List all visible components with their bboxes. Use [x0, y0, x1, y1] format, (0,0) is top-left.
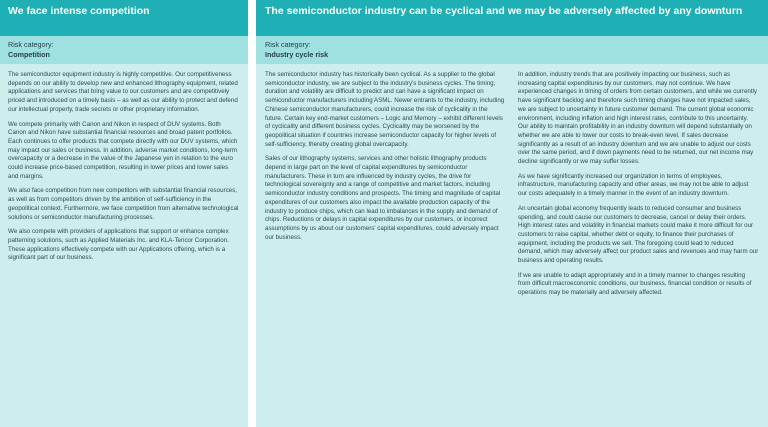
competition-panel: [0, 0, 248, 427]
body-paragraph: An uncertain global economy frequently leads to reduced consumer and business spending, and could cause our customers to decrease, cancel or delay their orders. High interest rates and volatility in financial markets could make it more difficult for our customers to raise capital, whether debt or equity, to finance their purchases of equipment, including the products we sell. The foregoing could lead to reduced demand, which may adversely affect our product sales and revenues and may harm our business and operating results.: [518, 204, 759, 265]
body-paragraph: In addition, industry trends that are positively impacting our business, such as increasing capital expenditures by our customers, may not continue. We have experienced changes in timing of orders from certain customers, and while we currently have significant backlog and therefore such timing changes have not impacted sales, we are subject to uncertainty in future customer demand. The current global economic environment, including inflation and high interest rates, contribute to this uncertainty. Our ability to maintain profitability in an industry downturn will depend substantially on whether we are able to lower our costs to break-even level. If sales decrease significantly as a result of an industry downturn and we are unable to adjust our costs over the same period, and if down payments need to be returned, our net income may decline significantly or we may suffer losses.: [518, 71, 758, 166]
panel-body-columns: [256, 64, 768, 304]
body-paragraph: As we have significantly increased our organization in terms of employees, infrastructure, manufacturing capacity and other areas, we may not be able to adjust our costs adequately in a timely manner in the event of an industry downturn.: [518, 172, 749, 198]
panel-title: We face intense competition: [0, 0, 248, 36]
body-paragraph: The semiconductor equipment industry is highly competitive. Our competitiveness depends on our ability to develop new and enhanced lithography equipment, related applications and services that bring value to our customers and are competitively priced and introduced on a timely basis – as well as our ability to protect and defend our intellectual property, trade secrets or other proprietary information.: [8, 71, 238, 113]
panel-title: The semiconductor industry can be cyclical and we may be adversely affected by any downturn: [256, 0, 768, 36]
body-paragraph: We compete primarily with Canon and Nikon in respect of DUV systems. Both Canon and Nikon have substantial financial resources and broad patent portfolios. Each continues to offer products that compete directly with our DUV systems, which may impact our sales or business. In addition, adverse market conditions, long-term overcapacity or a decrease in the value of the Japanese yen in relation to the euro could increase price-based competition, resulting in lower prices and lower sales and margins.: [8, 120, 238, 180]
text-column-1: [265, 71, 506, 304]
risk-category-value: Industry cycle risk: [265, 50, 329, 59]
body-paragraph: We also compete with providers of applications that support or enhance complex patterning solutions, such as Applied Materials Inc. and KLA-Tencor Corporation. These applications effectively compete with our Applications offering, which is a significant part of our business.: [8, 228, 229, 262]
risk-category-box: [256, 36, 768, 64]
industry-cycle-panel: [256, 0, 768, 427]
body-paragraph: We also face competition from new competitors with substantial financial resources, as well as from competitors driven by the ambition of self-sufficiency in the geopolitical context. Furthermore, we face competition from alternative technological solutions or semiconductor manufacturing processes.: [8, 187, 239, 221]
risk-category-box: [0, 36, 248, 64]
risk-category-label: Risk category:: [265, 40, 311, 49]
text-column-2: [518, 71, 759, 304]
body-paragraph: Sales of our lithography systems, services and other holistic lithography products depend in large part on the level of capital expenditures by semiconductor manufacturers. These in turn are influenced by industry cycles, the drive for technological sovereignty and a range of competitive and market factors, including semiconductor industry conditions and prospects. The timing and magnitude of capital expenditures of our customers also impact the available production capacity of the industry to produce chips, which can lead to imbalances in the supply and demand of chips. Reductions or delays in capital expenditures by our customers, or incorrect assumptions by us about our customers' capital expenditures, could adversely impact our business.: [265, 155, 501, 241]
body-paragraph: If we are unable to adapt appropriately and in a timely manner to changes resulting from difficult macroeconomic conditions, our business, financial condition or results of operations may be materially and adversely affected.: [518, 271, 752, 297]
risk-category-label: Risk category:: [8, 40, 54, 49]
risk-category-value: Competition: [8, 50, 50, 59]
body-paragraph: The semiconductor industry has historically been cyclical. As a supplier to the global semiconductor industry, we are subject to the industry's business cycles. The timing, duration and volatility are difficult to predict and can have a significant impact on semiconductor manufacturers including ASML. Newer entrants to the industry, including Chinese semiconductor manufacturers, could increase the risk of cyclicality in the future. Certain key end-market customers – Logic and Memory – exhibit different levels of cyclicality and different business cycles. Cyclicality may be worsened by the geopolitical situation if countries increase semiconductor capacity for higher levels of self-sufficiency, thereby creating global overcapacity.: [265, 71, 505, 148]
panel-body: [0, 64, 248, 263]
